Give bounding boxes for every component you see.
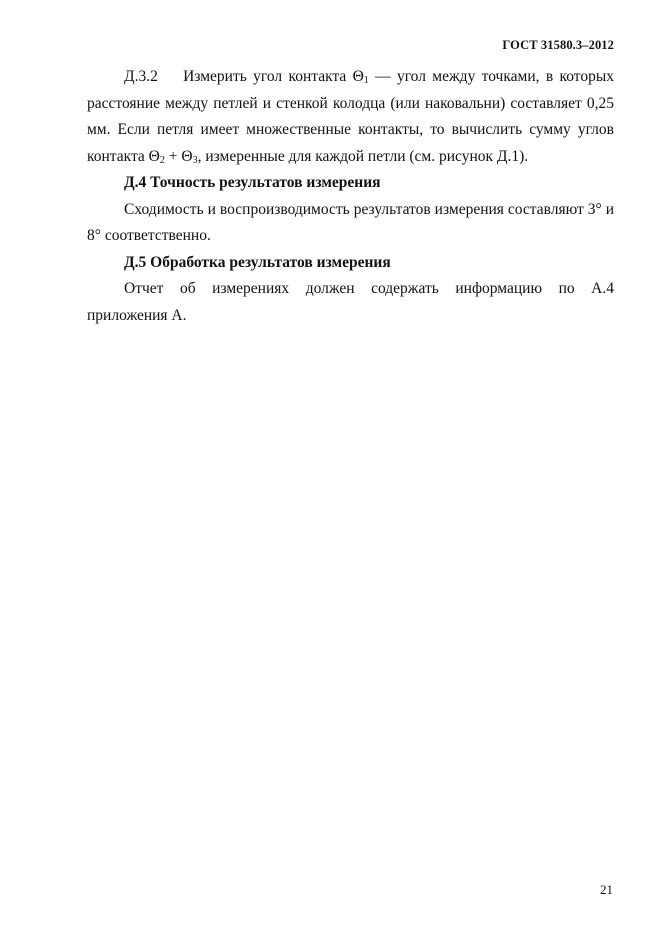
subscript: 3: [192, 154, 198, 166]
paragraph-d-3-2: [87, 64, 614, 170]
subscript: 2: [159, 154, 165, 166]
paragraph-text: — угол между точками, в которых расстояние между петлей и стенкой колодца (или наковальни) составляет 0,25 мм. Если петля имеет множественные контакты, то вычислить сумму углов контакта Θ: [87, 68, 615, 165]
section-number: Д.3.2: [124, 68, 158, 85]
paragraph-d-4: Сходимость и воспроизводимость результатов измерения составляют 3° и 8° соответственно.: [87, 200, 614, 244]
paragraph-d-5-line-2: приложения А.: [87, 306, 187, 324]
section-heading-d-5: Д.5 Обработка результатов измерения: [124, 253, 391, 271]
paragraph-text: Измерить угол контакта Θ: [183, 68, 364, 85]
page-number: 21: [600, 882, 613, 897]
paragraph-d-5-line-1: Отчет об измерениях должен содержать информацию по А.4: [124, 280, 614, 297]
paragraph-text: , измеренные для каждой петли (см. рисунок Д.1).: [197, 147, 529, 165]
subscript: 1: [363, 75, 369, 86]
section-heading-d-4: Д.4 Точность результатов измерения: [124, 174, 381, 191]
document-body: [87, 64, 614, 329]
paragraph-text: + Θ: [164, 147, 193, 165]
standard-header: ГОСТ 31580.3–2012: [502, 38, 614, 52]
